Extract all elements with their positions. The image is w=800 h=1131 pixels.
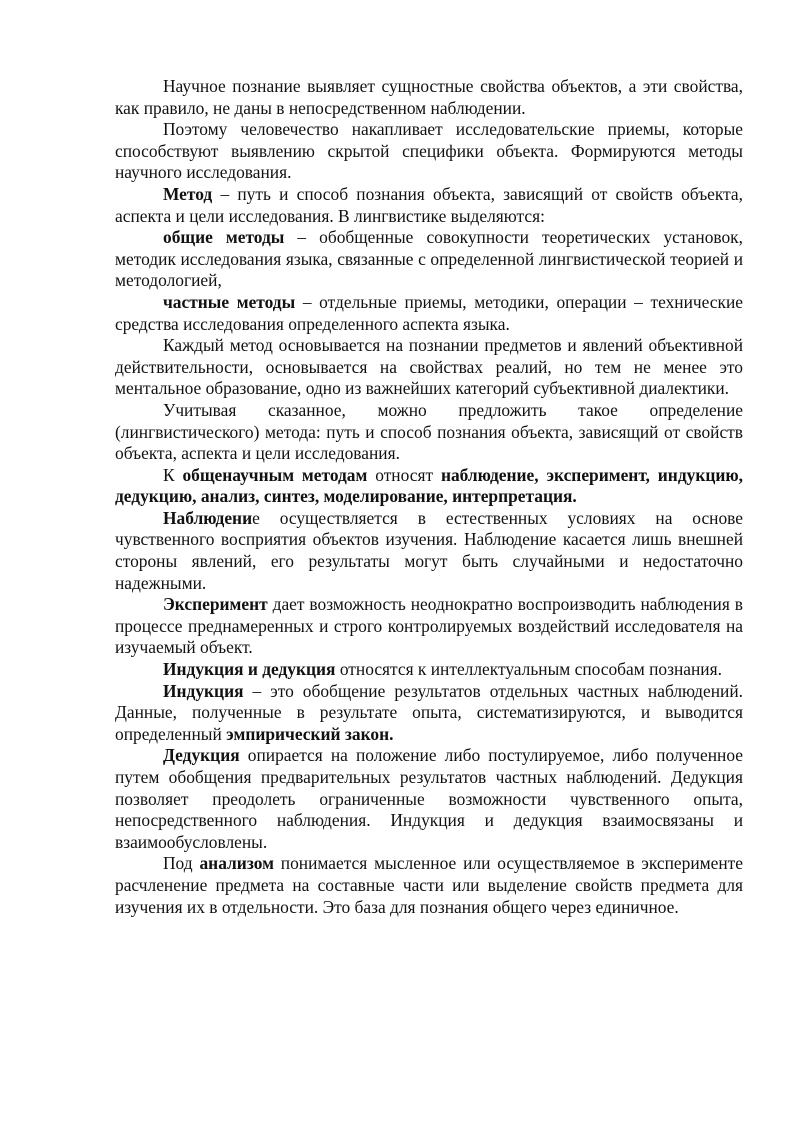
paragraph-method-basis [115,335,743,400]
text-segment: понимается мысленное или осуществляемое в эксперименте расчленение предмета на составные части или выделение свойств предмета для изучения их в отдельности. Это база для познания общего через единичное. [115,853,743,917]
paragraph-experiment [115,594,743,659]
text-segment: – отдельные приемы, методики, операции – технические средства исследования определенного аспекта языка. [115,291,743,334]
term-specific-methods: частные методы [163,291,296,312]
term-methods-list: наблюдение, эксперимент, индукцию, дедукцию, анализ, синтез, моделирование, интерпретация. [115,464,744,507]
text-segment: – обобщенные совокупности теоретических установок, методик исследования языка, связанные с определенной лингвистической теорией и методологией, [115,227,743,291]
paragraph-scientific-knowledge [115,76,743,119]
paragraph-observation [115,508,743,594]
term-deduction: Дедукция [163,745,240,766]
text-segment: К [163,464,183,485]
paragraph-linguistic-method [115,400,743,465]
paragraph-induction [115,681,743,746]
paragraph-deduction [115,745,743,853]
text-segment: – путь и способ познания объекта, зависящий от свойств объекта, аспекта и цели исследования. В лингвистике выделяются: [115,183,743,226]
term-analysis: анализом [199,853,274,874]
term-empirical-law: эмпирический закон. [226,723,394,744]
document-page [115,76,743,918]
text-segment: относятся к интеллектуальным способам познания. [335,659,722,680]
term-general-methods: общие методы [163,227,285,248]
text-segment: опирается на положение либо постулируемое, либо полученное путем обобщения предварительных результатов частных наблюдений. Дедукция позволяет преодолеть ограниченные возможности чувственного опыта, непосредственного наблюдения. Индукция и дедукция взаимосвязаны и взаимообусловлены. [115,745,743,852]
text-segment: Учитывая сказанное, можно предложить такое определение (лингвистического) метода: путь и способ познания объекта, зависящий от свойств объекта, аспекта и цели исследования. [115,399,743,464]
paragraph-general-methods [115,227,743,292]
term-method: Метод [163,183,213,204]
text-segment: Под [163,853,200,874]
paragraph-general-scientific-methods [115,465,743,508]
text-segment: Научное познание выявляет сущностные свойства объектов, а эти свойства, как правило, не даны в непосредственном наблюдении. [115,76,743,118]
text-segment: Поэтому человечество накапливает исследовательские приемы, которые способствуют выявлению скрытой специфики объекта. Формируются методы научного исследования. [115,119,743,183]
text-segment: относят [367,464,441,485]
term-general-scientific-methods: общенаучным методам [182,464,368,485]
paragraph-research-techniques [115,119,743,184]
text-segment: дает возможность неоднократно воспроизводить наблюдения в процессе преднамеренных и строго контролируемых воздействий исследователя на изучаемый объект. [115,594,743,658]
term-experiment: Эксперимент [163,594,268,615]
text-segment: е осуществляется в естественных условиях на основе чувственного восприятия объектов изучения. Наблюдение касается лишь внешней стороны явлений, его результаты могут быть случайными и недостаточно надежными. [115,507,743,593]
text-segment: – это обобщение результатов отдельных частных наблюдений. Данные, полученные в результате опыта, систематизируются, и выводится определенный [115,680,743,744]
term-induction: Индукция [163,680,244,701]
paragraph-method-definition [115,184,743,227]
term-induction-deduction: Индукция и дедукция [163,659,336,680]
term-observation: Наблюдени [163,507,253,528]
paragraph-induction-deduction [115,659,743,681]
text-segment: Каждый метод основывается на познании предметов и явлений объективной действительности, основывается на свойствах реалий, но тем не менее это ментальное образование, одно из важнейших категорий субъективной диалектики. [115,335,743,399]
paragraph-specific-methods [115,292,743,335]
paragraph-analysis [115,853,743,918]
